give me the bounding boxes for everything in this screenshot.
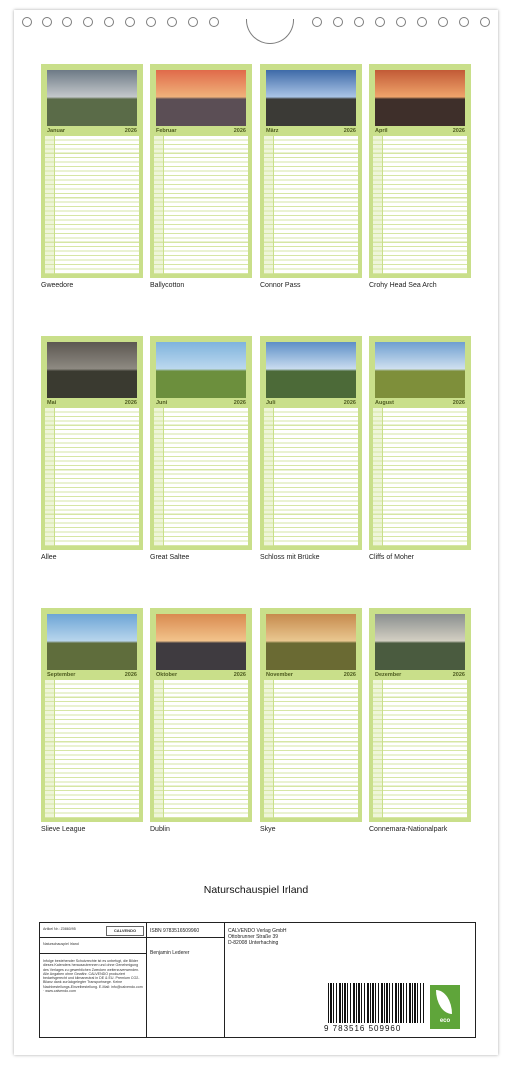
info-divider <box>224 923 225 1037</box>
month-caption: Connemara-Nationalpark <box>369 826 448 833</box>
month-sheet <box>260 608 362 822</box>
month-year: 2026 <box>124 128 137 134</box>
month-year: 2026 <box>452 672 465 678</box>
month-year: 2026 <box>233 672 246 678</box>
day-number-column <box>45 408 54 546</box>
month-year: 2026 <box>343 672 356 678</box>
day-number-column <box>373 136 382 274</box>
month-caption: Slieve League <box>41 826 86 833</box>
info-divider <box>40 937 146 938</box>
month-header <box>154 400 248 407</box>
month-caption: Schloss mit Brücke <box>260 554 320 561</box>
month-sheet <box>150 336 252 550</box>
month-name: Februar <box>156 128 177 134</box>
day-number-column <box>264 408 273 546</box>
month-photo <box>266 70 356 126</box>
day-grid <box>154 680 248 818</box>
month-photo <box>266 614 356 670</box>
month-header <box>45 128 139 135</box>
day-number-column <box>264 680 273 818</box>
barcode <box>328 983 424 1023</box>
binding-ring <box>459 17 469 27</box>
month-year: 2026 <box>124 400 137 406</box>
isbn: ISBN 9783516509960 <box>150 928 200 934</box>
month-sheet <box>260 336 362 550</box>
month-sheet <box>260 64 362 278</box>
info-divider <box>146 937 224 938</box>
day-grid <box>373 408 467 546</box>
month-header <box>45 672 139 679</box>
binding-ring <box>209 17 219 27</box>
month-header <box>264 400 358 407</box>
month-photo <box>156 70 246 126</box>
day-grid <box>154 408 248 546</box>
day-number-column <box>154 136 163 274</box>
month-header <box>45 400 139 407</box>
day-grid <box>45 680 139 818</box>
binding-ring <box>375 17 385 27</box>
binding-ring <box>22 17 32 27</box>
month-name: Juli <box>266 400 276 406</box>
month-year: 2026 <box>124 672 137 678</box>
month-caption: Cliffs of Moher <box>369 554 414 561</box>
day-number-column <box>45 680 54 818</box>
month-caption: Crohy Head Sea Arch <box>369 282 437 289</box>
binding-rings <box>14 15 498 31</box>
info-divider <box>40 953 146 954</box>
month-sheet <box>41 64 143 278</box>
month-caption: Gweedore <box>41 282 74 289</box>
month-caption: Connor Pass <box>260 282 301 289</box>
barcode-number: 9 783516 509960 <box>324 1024 402 1033</box>
binding-ring <box>354 17 364 27</box>
day-number-column <box>45 136 54 274</box>
month-sheet <box>150 64 252 278</box>
legal-text: Infolge bestehender Schutzrechte ist es unbefugt, die Bilder dieses Kalenders herauszutrennen und ohne Genehmigung des Verlages zu gewerblichen Zwecken weiterzuverwenden. Alle Angaben ohne Gewähr. CALVENDO produziert bedarfsgerecht und klimaneutral in DE & EU. Premium CO2-Bilanz dank zurückgelegter Transportwege. Keine Nachbestellungs-Einzelbestellung. E-Mail: info@calvendo.com · www.calvendo.com <box>43 959 143 994</box>
binding-ring <box>312 17 322 27</box>
eco-label: eco <box>439 1018 451 1024</box>
eco-badge <box>430 985 460 1029</box>
day-number-column <box>154 408 163 546</box>
day-grid <box>45 408 139 546</box>
month-photo <box>156 614 246 670</box>
binding-ring <box>333 17 343 27</box>
month-header <box>154 128 248 135</box>
month-sheet <box>369 64 471 278</box>
month-caption: Skye <box>260 826 276 833</box>
binding-ring <box>146 17 156 27</box>
info-divider <box>146 923 147 1037</box>
day-number-column <box>264 136 273 274</box>
day-number-column <box>373 408 382 546</box>
calvendo-logo: CALVENDO <box>106 926 144 936</box>
day-grid <box>154 136 248 274</box>
binding-ring <box>167 17 177 27</box>
binding-ring <box>83 17 93 27</box>
binding-ring <box>62 17 72 27</box>
day-number-column <box>373 680 382 818</box>
month-name: Dezember <box>375 672 402 678</box>
month-year: 2026 <box>452 400 465 406</box>
month-photo <box>156 342 246 398</box>
month-name: September <box>47 672 76 678</box>
publisher-street: Ottobrunner Straße 39 <box>228 934 279 940</box>
day-grid <box>45 136 139 274</box>
binding-ring <box>480 17 490 27</box>
publisher-name: CALVENDO Verlag GmbH <box>228 928 287 934</box>
month-caption: Ballycotton <box>150 282 185 289</box>
month-name: Januar <box>47 128 66 134</box>
month-caption: Allee <box>41 554 57 561</box>
month-header <box>373 672 467 679</box>
month-sheet <box>150 608 252 822</box>
binding-ring <box>42 17 52 27</box>
month-photo <box>47 70 137 126</box>
month-header <box>373 128 467 135</box>
day-number-column <box>154 680 163 818</box>
month-name: Oktober <box>156 672 178 678</box>
month-year: 2026 <box>233 400 246 406</box>
day-grid <box>373 680 467 818</box>
month-photo <box>375 70 465 126</box>
month-header <box>154 672 248 679</box>
month-sheet <box>41 608 143 822</box>
month-photo <box>266 342 356 398</box>
month-year: 2026 <box>233 128 246 134</box>
month-photo <box>375 614 465 670</box>
month-sheet <box>369 336 471 550</box>
binding-ring <box>438 17 448 27</box>
month-caption: Great Saltee <box>150 554 190 561</box>
month-name: August <box>375 400 394 406</box>
binding-ring <box>188 17 198 27</box>
binding-ring <box>396 17 406 27</box>
day-grid <box>264 680 358 818</box>
publisher-city: D-82008 Unterhaching <box>228 940 279 946</box>
calendar-title: Naturschauspiel Irland <box>203 884 309 896</box>
month-name: November <box>266 672 293 678</box>
month-header <box>264 672 358 679</box>
month-name: Juni <box>156 400 168 406</box>
month-name: Mai <box>47 400 57 406</box>
month-photo <box>375 342 465 398</box>
day-grid <box>264 136 358 274</box>
month-header <box>373 400 467 407</box>
month-caption: Dublin <box>150 826 170 833</box>
month-photo <box>47 342 137 398</box>
day-grid <box>264 408 358 546</box>
product-name: Naturschauspiel Irland <box>43 942 79 946</box>
month-photo <box>47 614 137 670</box>
month-sheet <box>369 608 471 822</box>
month-sheet <box>41 336 143 550</box>
month-header <box>264 128 358 135</box>
month-year: 2026 <box>343 400 356 406</box>
month-name: April <box>375 128 388 134</box>
leaf-icon <box>436 990 452 1014</box>
info-box <box>39 922 476 1038</box>
day-grid <box>373 136 467 274</box>
month-year: 2026 <box>452 128 465 134</box>
binding-ring <box>125 17 135 27</box>
binding-ring <box>417 17 427 27</box>
binding-ring <box>104 17 114 27</box>
month-name: März <box>266 128 279 134</box>
author: Benjamin Lederer <box>150 950 190 956</box>
month-year: 2026 <box>343 128 356 134</box>
article-number: Artikel Nr.: Z0860/95 <box>43 927 76 931</box>
